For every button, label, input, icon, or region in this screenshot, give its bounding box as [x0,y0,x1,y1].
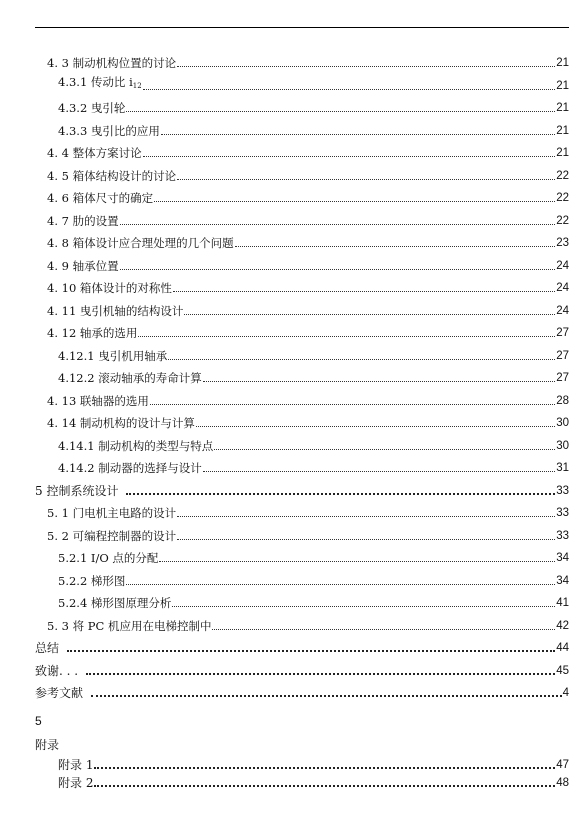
toc-entry-title: 4. 3 制动机构位置的讨论 [47,56,177,70]
toc-leader-dots [159,561,555,562]
toc-entry-page: 41 [556,597,569,609]
toc-entry-title: 4. 5 箱体结构设计的讨论 [47,168,177,183]
toc-entry-title: 附录 1 [58,758,94,772]
toc-entry-title: 附录 2 [58,776,94,790]
toc-entry-title: 5. 1 门电机主电路的设计 [47,506,177,520]
toc-entry[interactable] [47,253,569,273]
toc-entry-page: 21 [556,57,569,69]
toc-entry-page: 22 [556,169,569,182]
toc-leader-dots [168,359,555,360]
toc-leader-dots [154,201,555,202]
toc-leader-dots [120,269,556,270]
toc-leader-dots [126,111,555,112]
header-rule [35,27,569,28]
toc-entry-page: 34 [556,574,569,587]
toc-leader-dots [120,224,556,225]
toc-leader-dots [150,404,555,405]
toc-entry-title: 4. 7 肋的设置 [47,213,119,228]
toc-entry-title: 4. 6 箱体尺寸的确定 [47,191,154,205]
toc-entry[interactable] [47,185,569,205]
toc-entry[interactable] [47,523,569,543]
toc-entry-title: 4.3.3 曳引比的应用 [58,123,160,138]
toc-entry-title: 4. 13 联轴器的选用 [47,393,149,408]
toc-entry[interactable] [58,455,569,475]
toc-entry-title: 5. 2 可编程控制器的设计 [47,528,177,543]
toc-entry[interactable] [58,343,569,363]
toc-leader-dots [235,246,556,247]
toc-entry[interactable] [47,50,569,70]
toc-chapter-entry[interactable] [35,478,569,498]
toc-entry-title: 参考文献 [35,686,84,700]
toc-entry-page: 4 [562,687,569,699]
toc-entry-page: 48 [556,777,569,789]
toc-entry-title: 5. 3 将 PC 机应用在电梯控制中 [47,618,212,633]
toc-leader-dots [91,695,562,697]
toc-entry-title: 4. 4 整体方案讨论 [47,146,142,160]
toc-entry[interactable] [58,545,569,565]
toc-leader-dots [86,673,555,675]
subscript: 12 [132,81,142,90]
toc-entry[interactable] [47,208,569,228]
appendix-heading: 附录 [35,738,60,752]
toc-entry-title: 5.2.1 I/O 点的分配 [58,551,159,565]
toc-leader-dots [138,336,555,337]
toc-leader-dots [143,89,556,90]
toc-entry[interactable] [58,118,569,138]
toc-entry-page: 47 [556,759,569,771]
toc-appendix-entry[interactable] [58,770,569,790]
toc-chapter-entry[interactable] [35,680,569,700]
toc-entry[interactable] [47,298,569,318]
toc-entry[interactable] [47,230,569,250]
toc-entry-title: 4.3.1 传动比 $i_{12}$ [58,74,142,90]
toc-entry[interactable] [47,410,569,430]
toc-entry-page: 44 [556,642,569,654]
toc-leader-dots [212,629,555,630]
toc-entry[interactable] [47,613,569,633]
toc-appendix-entry[interactable] [58,752,569,772]
toc-entry[interactable] [58,95,569,115]
toc-entry-title: 4. 10 箱体设计的对称性 [47,281,172,295]
toc-entry-title: 4.12.1 曳引机用轴承 [58,348,168,363]
toc-entry-title: 4.14.1 制动机构的类型与特点 [58,438,214,453]
toc-entry-title: 4.12.2 滚动轴承的寿命计算 [58,371,202,385]
toc-leader-dots [173,291,555,292]
toc-entry[interactable] [58,433,569,453]
toc-leader-dots [94,767,555,769]
toc-entry-page: 33 [556,484,569,497]
toc-entry-title: 4. 14 制动机构的设计与计算 [47,416,195,430]
toc-entry-title: 致谢. . . [35,663,79,678]
toc-entry-page: 27 [556,372,569,384]
toc-entry-page: 34 [556,552,569,564]
toc-entry[interactable] [58,365,569,385]
toc-entry-page: 21 [556,102,569,114]
toc-entry-page: 33 [556,507,569,519]
toc-leader-dots [67,650,555,652]
toc-entry-page: 21 [556,79,569,92]
toc-entry[interactable] [47,140,569,160]
toc-entry-page: 24 [556,282,569,294]
toc-entry-page: 21 [556,124,569,137]
toc-leader-dots [143,156,556,157]
toc-entry[interactable] [47,320,569,340]
toc-leader-dots [184,314,555,315]
toc-entry[interactable] [47,388,569,408]
toc-leader-dots [177,516,555,517]
page-number-continuation: 5 [35,714,42,728]
toc-entry[interactable] [58,73,569,93]
toc-leader-dots [172,606,555,607]
toc-leader-dots [177,179,555,180]
toc-leader-dots [94,785,555,787]
toc-entry-title: 4. 9 轴承位置 [47,258,119,273]
toc-entry-page: 22 [556,214,569,227]
toc-entry-page: 45 [556,664,569,677]
toc-leader-dots [196,426,555,427]
toc-entry-page: 21 [556,147,569,159]
toc-leader-dots [126,493,555,495]
toc-entry[interactable] [58,590,569,610]
toc-leader-dots [161,134,555,135]
toc-leader-dots [177,539,555,540]
toc-entry-page: 22 [556,192,569,204]
toc-leader-dots [214,449,555,450]
toc-entry[interactable] [47,500,569,520]
toc-leader-dots [126,584,555,585]
toc-entry[interactable] [58,568,569,588]
toc-entry-page: 28 [556,394,569,407]
toc-entry-page: 24 [556,304,569,317]
toc-entry-title: 4.14.2 制动器的选择与设计 [58,461,202,475]
toc-entry-page: 23 [556,237,569,249]
toc-entry-page: 33 [556,529,569,542]
toc-entry-title: 5.2.2 梯形图 [58,573,126,588]
toc-entry-page: 30 [556,417,569,429]
toc-entry-title: 4. 11 曳引机轴的结构设计 [47,303,184,318]
toc-entry-page: 31 [556,462,569,474]
toc-entry-page: 42 [556,619,569,632]
toc-entry-page: 27 [556,349,569,362]
toc-leader-dots [203,471,555,472]
toc-leader-dots [177,66,555,67]
toc-entry-title: 4. 12 轴承的选用 [47,326,138,340]
toc-entry-title: 4. 8 箱体设计应合理处理的几个问题 [47,236,234,250]
toc-entry-title: 总结 [35,641,60,655]
toc-leader-dots [203,381,555,382]
toc-entry[interactable] [47,275,569,295]
toc-entry-title: 4.3.2 曳引轮 [58,101,126,115]
toc-entry[interactable] [47,163,569,183]
toc-entry-title: 5 控制系统设计 [35,483,119,498]
toc-chapter-entry[interactable] [35,658,569,678]
toc-entry-page: 30 [556,439,569,452]
toc-chapter-entry[interactable] [35,635,569,655]
toc-entry-page: 24 [556,259,569,272]
toc-entry-page: 27 [556,327,569,339]
toc-entry-title: 5.2.4 梯形图原理分析 [58,596,172,610]
